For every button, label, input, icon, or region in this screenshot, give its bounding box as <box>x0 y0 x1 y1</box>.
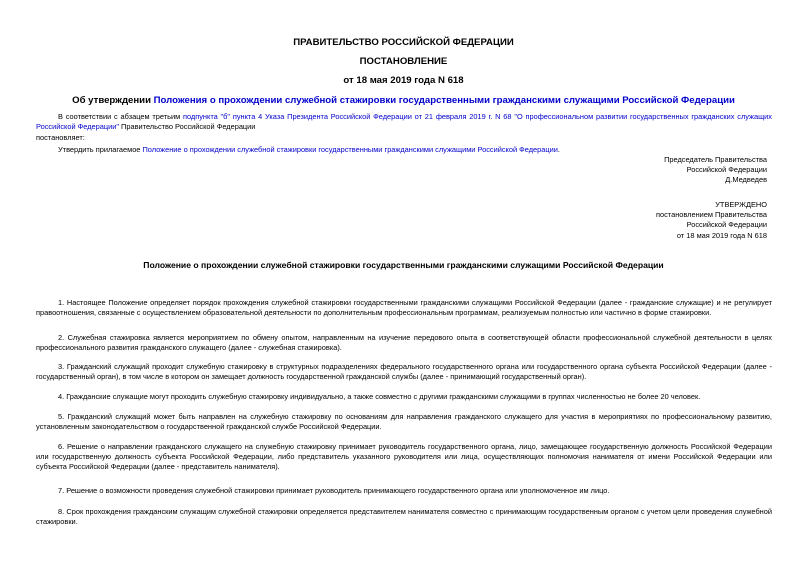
paragraph-4 <box>36 392 772 402</box>
signature-line-3: Д.Медведев <box>725 175 767 185</box>
paragraph-3-text: 3. Гражданский служащий проходит служебную стажировку в структурных подразделениях федерального государственного органа или государственного органа субъекта Российской Федерации (далее - государственный орган), в том числе в котором он замещает должность государственной гражданской службы (далее - принимающий государственный орган). <box>36 362 772 382</box>
paragraph-4-text: 4. Гражданские служащие могут проходить служебную стажировку индивидуально, а также совместно с другими гражданскими служащими в группах численностью не более 20 человек. <box>58 392 701 401</box>
preamble-text-end: Правительство Российской Федерации <box>119 122 256 132</box>
approved-line-2: постановлением Правительства <box>656 210 767 220</box>
preamble-paragraph <box>36 112 772 132</box>
approve-paragraph <box>36 145 772 155</box>
preamble-text: В соответствии с абзацем третьим <box>58 112 183 121</box>
approved-line-4: от 18 мая 2019 года N 618 <box>676 230 767 240</box>
government-heading: ПРАВИТЕЛЬСТВО РОССИЙСКОЙ ФЕДЕРАЦИИ <box>293 37 514 48</box>
document-title <box>0 95 807 106</box>
decree-link[interactable]: подпункта "б" пункта 4 Указа Президента Российской Федерации от 21 февраля 2019 г. N 68 "О профессиональном развитии государственных гражданских служащих Российской Федерации" <box>36 112 772 132</box>
approved-line-1: УТВЕРЖДЕНО <box>715 200 767 209</box>
decides-text: постановляет: <box>36 133 85 142</box>
approve-end: . <box>557 145 560 154</box>
paragraph-3 <box>36 362 772 382</box>
paragraph-8-text: 8. Срок прохождения гражданским служащим служебной стажировки определяется представителем нанимателя совместно с принимающим государственным органом с учетом цели проведения служебной стажировки. <box>36 507 772 527</box>
regulation-title: Положение о прохождении служебной стажировки государственными гражданскими служащими Российской Федерации <box>143 260 664 270</box>
paragraph-6-text: 6. Решение о направлении гражданского служащего на служебную стажировку принимает руководитель государственного органа, лицо, замещающее государственную должность Российской Федерации или государственную должность субъекта Российской Федерации, либо представитель указанного руководителя или лица, осуществляющих полномочия нанимателя от имени Российской Федерации или субъекта Российской Федерации (далее - представитель нанимателя). <box>36 442 772 472</box>
paragraph-6 <box>36 442 772 473</box>
paragraph-2 <box>36 333 772 353</box>
date-number-heading: от 18 мая 2019 года N 618 <box>343 75 464 86</box>
paragraph-1 <box>36 298 772 318</box>
doc-type-heading: ПОСТАНОВЛЕНИЕ <box>359 56 448 67</box>
approve-text: Утвердить прилагаемое <box>58 145 143 154</box>
paragraph-5-text: 5. Гражданский служащий может быть направлен на служебную стажировку по основаниям для направления гражданского служащего для участия в мероприятиях по профессиональному развитию, установленным законодательством о государственной гражданской службе Российской Федерации. <box>36 412 772 432</box>
paragraph-7 <box>36 486 772 496</box>
signature-line-1: Председатель Правительства <box>664 155 767 164</box>
title-link[interactable]: Положения о прохождении служебной стажировки государственными гражданскими служащими Российской Федерации <box>153 95 735 106</box>
regulation-link[interactable]: Положение о прохождении служебной стажировки государственными гражданскими служащими Российской Федерации <box>142 145 558 154</box>
approved-block <box>656 200 767 241</box>
paragraph-8 <box>36 507 772 527</box>
signature-block <box>664 155 767 186</box>
signature-line-2: Российской Федерации <box>686 165 767 175</box>
approved-line-3: Российской Федерации <box>686 220 767 230</box>
paragraph-2-text: 2. Служебная стажировка является мероприятием по обмену опытом, направленным на изучение передового опыта в соответствующей области профессиональной служебной деятельности в целях профессионального развития гражданского служащего (далее - служебная стажировка). <box>36 333 772 353</box>
title-prefix: Об утверждении <box>72 95 154 106</box>
paragraph-7-text: 7. Решение о возможности проведения служебной стажировки принимает руководитель принимающего государственного органа или уполномоченное им лицо. <box>58 486 610 495</box>
paragraph-5 <box>36 412 772 432</box>
paragraph-1-text: 1. Настоящее Положение определяет порядок прохождения служебной стажировки государственными гражданскими служащими Российской Федерации (далее - гражданские служащие) и не регулирует правоотношения, связанные с осуществлением образовательной деятельности по дополнительным профессиональным программам, реализуемым полностью или частично в форме стажировки. <box>36 298 772 318</box>
